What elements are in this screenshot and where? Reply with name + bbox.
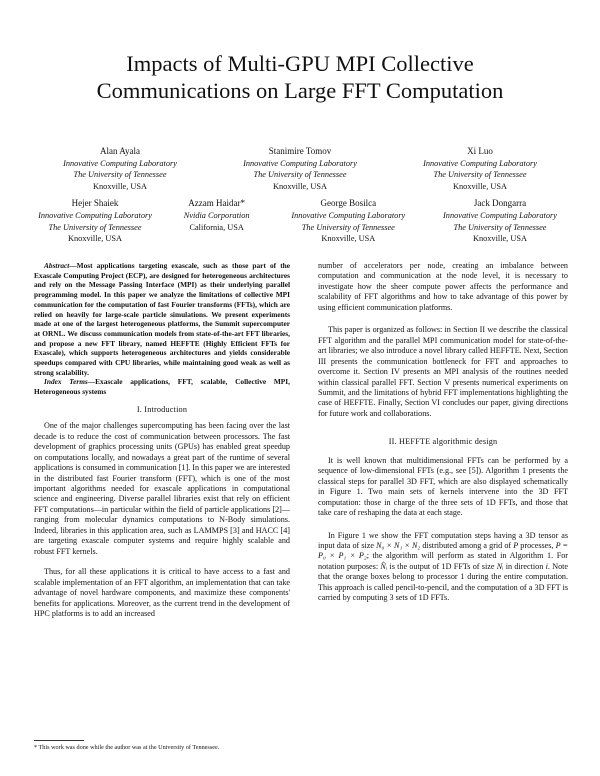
author-university: The University of Tennessee [433, 170, 527, 180]
paper-title [40, 50, 560, 104]
footnote-text: * This work was done while the author was at the University of Tennessee. [34, 744, 220, 751]
author-university: The University of Tennessee [301, 222, 395, 232]
author-affiliation: Innovative Computing Laboratory [243, 158, 357, 168]
author-university: The University of Tennessee [48, 222, 142, 232]
author-location: Knoxville, USA [473, 234, 527, 244]
author-affiliation: Innovative Computing Laboratory [63, 158, 177, 168]
author-name: Azzam Haidar* [188, 198, 246, 209]
author-name: Stanimire Tomov [268, 146, 332, 156]
intro-paragraph-4: This paper is organized as follows: in Section II we describe the classical FFT algorithm and the parallel MPI communication model for state-of-the-art libraries; we also introduce a novel library called HEFFTE. Next, Section III presents the communication bottleneck for FFT and approaches to overcome it. Section IV presents an MPI analysis of the routines needed within classical parallel FFT. Section V presents numerical experiments on Summit, and the limitations of hybrid FFT implementations highlighting the case of HEFFTE. Finally, Section VI concludes our paper, giving directions for future work and collaborations. [318, 325, 568, 418]
abstract: Abstract—Most applications targeting exascale, such as those part of the Exascale Computing Project (ECP), are designed for heterogeneous architectures and rely on the Message Passing Interface (MPI) as their underlying parallel programming model. In this paper we analyze the limitations of collective MPI communication for the computation of fast Fourier transforms (FFTs), which are relied on heavily for large-scale particle simulations. We present experiments made at one of the largest heterogeneous platforms, the Summit supercomputer at ORNL. We discuss communication models from state-of-the-art FFT libraries, and propose a new FFT library, named HEFFTE (Highly Efficient FFTs for Exascale), which supports heterogeneous architectures and yields considerable speedups compared with CPU libraries, while maintaining good weak as well as strong scalability. [34, 261, 290, 377]
tensor-size-math: N₀ × N₁ × N₂ [376, 540, 421, 550]
author-name: Xi Luo [467, 146, 493, 156]
author-block [30, 146, 570, 245]
intro-paragraph-1: One of the major challenges supercomputing has been facing over the last decade is to reduce the cost of communication between processors. The fast development of graphics processing units (GPUs) has enabled great speedup on computations locally, and nowadays a great part of the runtime of several applications is consumed in communication [1]. In this paper we are interested in the distributed fast Fourier transform (FFT), which is one of the most important algorithms needed for exascale applications in computational science and engineering. Diverse parallel libraries exist that rely on efficient FFT computations—in particular within the field of particle applications [2]—ranging from molecular dynamics computations to N-Body simulations. Indeed, libraries in this application area, such as LAMMPS [3] and HACC [4] are targeting exascale computer systems and require highly scalable and robust FFT kernels. [34, 421, 290, 556]
author-location: California, USA [189, 222, 244, 232]
index-terms-text: Exascale applications, FFT, scalable, Collective MPI, Heterogeneous systems [34, 377, 290, 397]
author-name: Hejer Shaiek [71, 198, 119, 209]
heffte-paragraph-1: It is well known that multidimensional FFTs can be performed by a sequence of low-dimensional FFTs (e.g., see [5]). Algorithm 1 presents the classical steps for parallel 3D FFT, which are also displayed schematically in Figure 1. Two main sets of kernels intervene into the 3D FFT computation: those in charge of the three sets of 1D FFTs, and those that take care of reshaping the data at each stage. [318, 455, 568, 518]
author-affiliation: Innovative Computing Laboratory [38, 210, 152, 220]
section-heading-introduction: I. Introduction [136, 404, 188, 414]
process-count-math: P [513, 540, 519, 550]
heffte-paragraph-2: In Figure 1 we show the FFT computation steps having a 3D tensor as input data of size N₀ × N₁ × N₂ distributed among a grid of P processes, P = P₀ × P₁ × P₂; the algorithm will perform as stated in Algorithm 1. For notation purposes: N̂ᵢ is the output of 1D FFTs of size Nᵢ in direction i. Note that the orange boxes belong to processor 1 during the entire computation. This approach is called pencil-to-pencil, and the computation of a 3D FFT is carried by computing 3 sets of 1D FFTs. [318, 530, 568, 603]
author-name: Alan Ayala [100, 146, 140, 156]
left-column [34, 261, 290, 619]
abstract-text: Most applications targeting exascale, such as those part of the Exascale Computing Project (ECP), are designed for heterogeneous architectures and rely on the Message Passing Interface (MPI) as their underlying parallel programming model. In this paper we analyze the limitations of collective MPI communication for the computation of fast Fourier transforms (FFTs), which are relied on heavily for large-scale particle simulations. We present experiments made at one of the largest heterogeneous platforms, the Summit supercomputer at ORNL. We discuss communication models from state-of-the-art FFT libraries, and propose a new FFT library, named HEFFTE (Highly Efficient FFTs for Exascale), which supports heterogeneous architectures and yields considerable speedups compared with CPU libraries, while maintaining good weak as well as strong scalability. [34, 261, 290, 377]
footnote [34, 744, 290, 751]
author-affiliation: Innovative Computing Laboratory [423, 158, 537, 168]
index-terms-label: Index Terms [44, 377, 88, 387]
author-affiliation: Innovative Computing Laboratory [443, 210, 557, 220]
author-location: Knoxville, USA [453, 181, 507, 191]
process-grid-math: P = P₀ × P₁ × P₂ [318, 540, 568, 561]
section-heading-heffte: II. HEFFTE algorithmic design [388, 437, 498, 447]
author-card [390, 146, 570, 192]
index-terms: Index Terms—Exascale applications, FFT, scalable, Collective MPI, Heterogeneous systems [34, 377, 290, 397]
author-location: Knoxville, USA [321, 234, 376, 244]
author-card [167, 198, 267, 244]
author-name: Jack Dongarra [473, 198, 527, 209]
author-location: Knoxville, USA [93, 181, 147, 191]
direction-math: i [545, 561, 548, 571]
right-column [318, 261, 568, 604]
author-card [30, 146, 210, 192]
author-card [430, 198, 570, 244]
author-location: Knoxville, USA [68, 234, 122, 244]
author-name: George Bosilca [320, 198, 377, 209]
author-affiliation: Nvidia Corporation [183, 210, 250, 220]
output-notation-math: N̂ᵢ [380, 561, 388, 571]
title-line-1: Impacts of Multi-GPU MPI Collective [126, 51, 474, 76]
author-card [210, 146, 390, 192]
author-location: Knoxville, USA [273, 181, 327, 191]
intro-paragraph-2: Thus, for all these applications it is critical to have access to a fast and scalable implementation of an FFT algorithm, an implementation that can take advantage of novel hardware components, and maximize these components' benefits for applications. Moreover, as the current trend in the development of HPC platforms is to add an increased [34, 567, 290, 618]
author-row-2 [30, 198, 570, 244]
author-affiliation: Innovative Computing Laboratory [291, 210, 406, 220]
intro-paragraph-3: number of accelerators per node, creating an imbalance between computation and communication at the node level, it is necessary to investigate how the sheer compute power affects the performance and scalability of FFT algorithms and how to take advantage of this power by using efficient communication platforms. [318, 261, 568, 312]
author-card [273, 198, 423, 244]
title-line-2: Communications on Large FFT Computation [96, 78, 504, 103]
author-row-1 [30, 146, 570, 192]
author-university: The University of Tennessee [453, 222, 547, 232]
author-university: The University of Tennessee [73, 170, 167, 180]
fft-size-math: Nᵢ [496, 561, 504, 571]
footnote-rule [34, 740, 84, 741]
author-card [30, 198, 160, 244]
abstract-label: Abstract [44, 261, 70, 270]
author-university: The University of Tennessee [253, 170, 347, 180]
